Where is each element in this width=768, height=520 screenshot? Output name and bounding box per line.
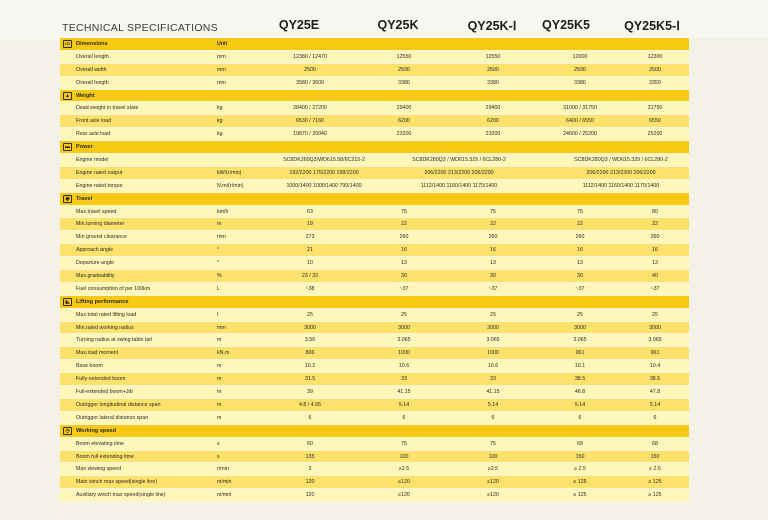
spec-value: 2500 [304,66,316,73]
spec-value: 75 [490,208,496,215]
spec-label: Max.total rated lifting load [76,311,137,318]
spec-value: ≥120 [487,479,499,486]
spec-value: 38.5 [574,376,586,383]
spec-value: 16 [490,247,496,254]
spec-value: ≥ 125 [648,479,662,486]
spec-unit: mm [217,324,226,331]
spec-row [60,373,689,386]
spec-value: 2500 [487,66,499,73]
spec-row [60,102,689,115]
spec-value: 135 [305,453,315,460]
spec-value: 60 [307,440,313,447]
spec-row [60,64,689,77]
spec-row [60,180,689,193]
spec-value: 25 [577,311,583,318]
spec-value: 5.14 [574,401,586,408]
spec-row [60,218,689,231]
spec-value: 100 [399,453,409,460]
spec-value: 63 [307,208,313,215]
spec-value: 10 [307,260,313,267]
spec-value: 3.56 [304,337,316,344]
spec-value: 1112/1400 1160/1400 1170/1400 [420,182,498,189]
spec-value: 24600 / 25200 [563,131,597,138]
unit-header: Unit [217,41,228,47]
spec-row [60,167,689,180]
spec-value: 1112/1400 1160/1400 1170/1400 [582,182,660,189]
spec-value: 16 [652,247,658,254]
section-label: Weight [76,92,95,99]
section-header [60,425,689,438]
spec-value: 41.15 [486,389,500,396]
spec-value: 31750 [647,105,663,112]
spec-unit: ° [217,247,220,254]
spec-value: 21 [307,247,313,254]
spec-label: Engine rated torque [76,182,123,189]
spec-value: 273 [305,234,315,241]
spec-value: 260 [488,234,498,241]
spec-value: 6530 / 7160 [296,118,324,125]
spec-value: 3000 [574,324,586,331]
section-header [60,193,689,206]
spec-label: Rear axle load [76,131,111,138]
spec-row [60,206,689,219]
spec-value: 68 [577,440,583,447]
spec-label: Boom elevating time [76,440,124,447]
model-header-qy25k-i: QY25K-Ⅰ [467,19,517,33]
spec-value: 150 [575,453,585,460]
spec-value: 6 [578,414,582,421]
spec-value: 100 [488,453,498,460]
spec-value: 10.1 [574,363,586,370]
spec-label: Min.turning diameter [76,221,125,228]
spec-value: ~37 [575,285,585,292]
spec-label: Outrigger longitudinal distance span [76,401,161,408]
spec-value: ≥2.5 [398,466,410,473]
spec-value: 3380 [487,79,499,86]
spec-unit: % [217,273,222,280]
section-header [60,38,689,51]
spec-value: 3.065 [397,337,411,344]
spec-value: 6 [653,414,657,421]
spec-label: Overall length [76,53,109,60]
spec-value: 12550 [396,53,412,60]
spec-value: 6550 [649,118,661,125]
spec-row [60,270,689,283]
spec-value: SC8DK280Q3 / WD615.329 / 6CL280-2 [574,157,668,164]
spec-value: ~37 [488,285,498,292]
spec-label: Front axle load [76,118,112,125]
spec-label: Fully-extended boom [76,376,126,383]
spec-value: 3380 [574,79,586,86]
spec-row [60,283,689,296]
spec-value: 19 [307,221,313,228]
spec-unit: mm [217,79,226,86]
spec-row [60,360,689,373]
spec-unit: L [217,285,220,292]
spec-value: SC8DK280Q3 / WD615.329 / 6CL280-2 [412,157,506,164]
spec-value: 5.14 [487,401,499,408]
spec-unit: s [217,440,220,447]
spec-value: 33 [490,376,496,383]
spec-row [60,128,689,141]
spec-label: Overall heigth [76,79,109,86]
spec-row [60,476,689,489]
spec-label: Engine model [76,157,109,164]
spec-row [60,451,689,464]
spec-value: ≥ 125 [573,492,587,499]
spec-value: 25 [652,311,658,318]
spec-value: 23200 [396,131,412,138]
spec-row [60,115,689,128]
spec-value: 3000 [649,324,661,331]
spec-value: ~37 [399,285,409,292]
spec-value: 25200 [647,131,663,138]
spec-value: 46.8 [574,389,586,396]
spec-label: Min.rated working radius [76,324,134,331]
spec-value: 75 [490,440,496,447]
spec-value: 23 / 32 [301,273,319,280]
spec-value: 22 [401,221,407,228]
spec-unit: mm [217,53,226,60]
spec-value: 13 [490,260,496,267]
spec-value: 10.4 [649,363,661,370]
spec-label: Approach angle [76,247,114,254]
spec-label: Boom full extending time [76,453,135,460]
spec-value: 806 [305,350,315,357]
spec-unit: mm [217,66,226,73]
crane-icon: ◣ [63,298,72,306]
spec-row [60,489,689,502]
spec-value: 4.8 / 4.95 [298,401,322,408]
spec-value: 25 [307,311,313,318]
spec-value: 23200 [485,131,501,138]
spec-row [60,309,689,322]
section-label: Dimensions [76,41,108,47]
section-header [60,296,689,309]
spec-value: 3000 [398,324,410,331]
spec-value: 12380 / 12470 [293,53,327,60]
spec-unit: m [217,414,222,421]
spec-row [60,244,689,257]
spec-row [60,334,689,347]
spec-value: 120 [305,479,315,486]
spec-value: 31.5 [304,376,316,383]
spec-value: 30 [401,273,407,280]
spec-value: 5.14 [398,401,410,408]
spec-value: 150 [650,453,660,460]
spec-value: 31000 / 31750 [563,105,597,112]
spec-unit: kg [217,118,223,125]
spec-value: 206/2200 213/2200 206/2200 [424,169,494,176]
section-label: Travel [76,195,93,202]
spec-label: Full-extended boom+Jib [76,389,133,396]
spec-value: 22 [490,221,496,228]
spec-value: 3580 / 3600 [296,79,324,86]
spec-value: 3000 [304,324,316,331]
spec-row [60,438,689,451]
spec-value: 29400 [485,105,501,112]
spec-label: Auxiliary winch max speed(single line) [76,492,166,499]
spec-value: ≥120 [398,492,410,499]
spec-row [60,231,689,244]
spec-value: 12300 [647,53,663,60]
spec-unit: m/min [217,479,232,486]
spec-unit: t [217,311,219,318]
spec-value: 12000 [572,53,588,60]
spec-value: 3.065 [648,337,662,344]
spec-value: 22 [652,221,658,228]
spec-label: Max.load moment [76,350,119,357]
spec-value: 6 [308,414,312,421]
spec-value: 80 [652,208,658,215]
model-header-qy25k: QY25K [377,18,419,32]
spec-value: ≥ 125 [573,479,587,486]
spec-value: 25 [401,311,407,318]
spec-value: SC8DK260Q3/WD615.58/6C215-2 [283,157,365,164]
spec-value: 260 [399,234,409,241]
spec-unit: kg [217,131,223,138]
page-title: TECHNICAL SPECIFICATIONS [62,22,218,34]
section-label: Power [76,144,93,151]
spec-unit: m [217,363,222,370]
right-margin [689,38,768,508]
spec-value: ≥2.5 [487,466,499,473]
spec-value: 75 [401,440,407,447]
spec-label: Overall width [76,66,107,73]
spec-value: ~38 [305,285,315,292]
spec-value: 1000/1400 1000/1400 790/1400 [286,182,362,189]
spec-value: ≥120 [487,492,499,499]
spec-label: Fuel consumption of per 100km [76,285,151,292]
spec-unit: mm [217,234,226,241]
spec-value: 260 [650,234,660,241]
spec-unit: km/h [217,208,229,215]
spec-value: 29400 [396,105,412,112]
spec-value: 19870 / 20040 [293,131,327,138]
spec-value: 47.8 [649,389,661,396]
spec-row [60,154,689,167]
spec-value: 961 [575,350,585,357]
spec-value: 3.065 [573,337,587,344]
spec-value: 1000 [398,350,410,357]
spec-unit: m [217,401,222,408]
spec-row [60,386,689,399]
weight-icon: ▲ [63,92,72,100]
spec-row [60,399,689,412]
wheel-icon: ◉ [63,195,72,203]
spec-label: Max.gradeability [76,273,115,280]
spec-unit: s [217,453,220,460]
spec-value: 6200 [398,118,410,125]
spec-unit: m/min [217,492,232,499]
spec-label: Min.ground clearance [76,234,127,241]
spec-label: Engine rated output [76,169,123,176]
spec-row [60,51,689,64]
spec-value: 75 [401,208,407,215]
spec-unit: kW/(r/min) [217,169,242,176]
section-label: Working speed [76,427,116,434]
spec-unit: m [217,376,222,383]
spec-value: 13 [652,260,658,267]
spec-value: 39 [307,389,313,396]
spec-value: 10.6 [398,363,410,370]
spec-unit: m [217,389,222,396]
spec-value: 41.15 [397,389,411,396]
spec-row [60,257,689,270]
spec-value: 68 [652,440,658,447]
clock-icon: ◷ [63,427,72,435]
spec-row [60,463,689,476]
spec-unit: m [217,221,222,228]
spec-label: Turning radius at swing table tail [76,337,152,344]
spec-label: Departure angle [76,260,114,267]
model-header-qy25k5: QY25K5 [542,18,590,32]
spec-value: 12550 [485,53,501,60]
spec-value: 3000 [487,324,499,331]
spec-label: Outrigger lateral distance span [76,414,149,421]
spec-value: 3 [308,466,312,473]
spec-value: 6400 / 6550 [566,118,594,125]
spec-label: Max.travel speed [76,208,117,215]
spec-value: ≥ 125 [648,492,662,499]
spec-value: 30 [490,273,496,280]
truck-icon: ▭ [63,40,72,48]
spec-unit: kN.m [217,350,230,357]
model-header-qy25k5-i: QY25K5-Ⅰ [624,19,680,33]
spec-value: 38.5 [649,376,661,383]
section-label: Lifting performance [76,298,129,305]
spec-value: 10.6 [487,363,499,370]
spec-value: 22 [577,221,583,228]
spec-value: 3.065 [486,337,500,344]
spec-value: 2500 [574,66,586,73]
spec-value: 30 [577,273,583,280]
spec-value: 260 [575,234,585,241]
spec-value: 13 [577,260,583,267]
spec-value: 6 [402,414,406,421]
spec-value: 2500 [398,66,410,73]
spec-value: 192/2200 175/2200 158/2200 [289,169,359,176]
spec-value: 2500 [649,66,661,73]
spec-label: Dead weight in travel state [76,105,139,112]
model-header-qy25e: QY25E [278,18,320,32]
spec-value: ~37 [650,285,660,292]
spec-row [60,77,689,90]
spec-value: 28400 / 27200 [293,105,327,112]
spec-value: 3350 [649,79,661,86]
spec-value: 961 [650,350,660,357]
spec-value: 40 [652,273,658,280]
spec-value: 206/2200 213/2200 206/2200 [586,169,656,176]
spec-value: 1000 [487,350,499,357]
spec-value: 3380 [398,79,410,86]
spec-value: 16 [577,247,583,254]
spec-unit: r/min [217,466,229,473]
spec-label: Max slewing speed [76,466,122,473]
spec-value: 75 [577,208,583,215]
spec-label: Main winch max speed(single line) [76,479,157,486]
spec-row [60,322,689,335]
engine-icon: ▬ [65,144,70,151]
title-row [0,18,768,38]
section-header [60,141,689,154]
spec-value: 33 [401,376,407,383]
spec-unit: ° [217,260,220,267]
spec-value: ≥ 2.5 [649,466,661,473]
spec-row [60,347,689,360]
spec-value: ≥120 [398,479,410,486]
spec-value: 5.14 [649,401,661,408]
spec-value: 10.2 [304,363,316,370]
spec-value: 25 [490,311,496,318]
spec-value: 120 [305,492,315,499]
section-header [60,90,689,103]
spec-table [60,38,689,502]
spec-unit: m [217,337,222,344]
spec-label: Base boom [76,363,103,370]
spec-row [60,412,689,425]
spec-unit: kg [217,105,223,112]
spec-value: 13 [401,260,407,267]
spec-value: 16 [401,247,407,254]
spec-unit: N.m/(r/min) [217,182,244,189]
spec-value: ≥ 2.5 [574,466,586,473]
spec-value: 6200 [487,118,499,125]
spec-value: 6 [491,414,495,421]
